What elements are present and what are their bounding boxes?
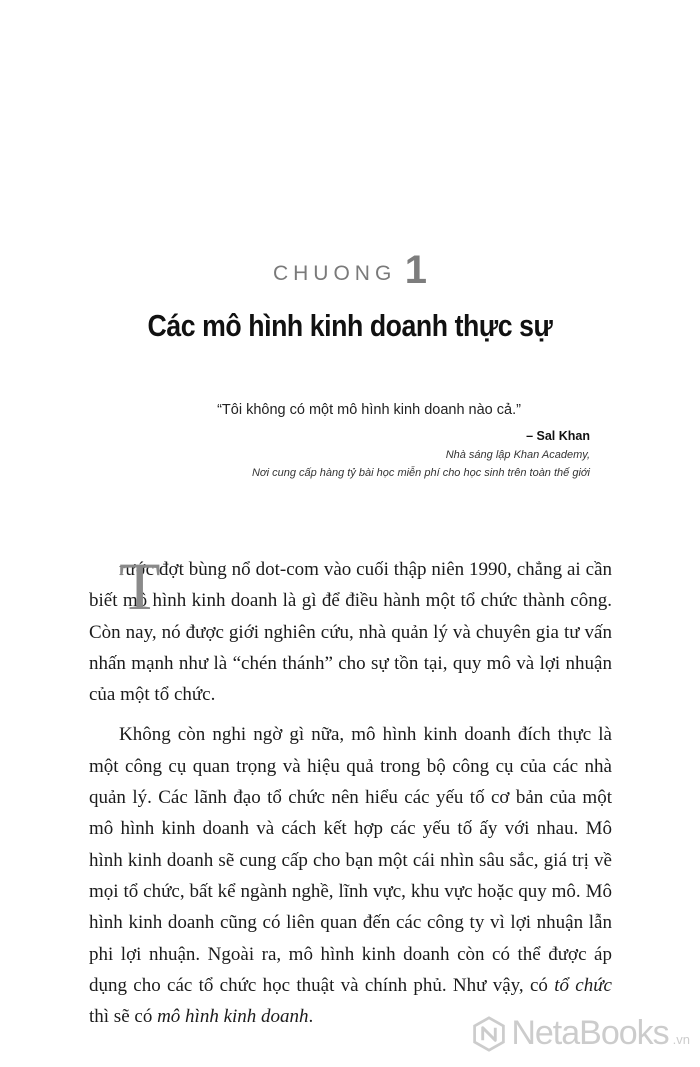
chapter-title: Các mô hình kinh doanh thực sự xyxy=(147,308,553,343)
watermark-brand: NetaBooks xyxy=(511,1014,669,1052)
epigraph xyxy=(120,402,590,479)
netabooks-logo-icon xyxy=(471,1016,507,1052)
paragraph-2-end: . xyxy=(308,1006,314,1028)
epigraph-organization: Nơi cung cấp hàng tỷ bài học miễn phí cho học sinh trên toàn thế giới xyxy=(251,467,590,479)
paragraph-2-italic-2: mô hình kinh doanh xyxy=(157,1006,309,1028)
body-text xyxy=(89,548,612,1032)
epigraph-quote: “Tôi không có một mô hình kinh doanh nào cả.” xyxy=(217,402,521,418)
paragraph-1-text: rước đợt bùng nổ dot-com vào cuối thập niên 1990, chẳng ai cần biết mô hình kinh doanh là gì để điều hành một tổ chức thành công. Còn nay, nó được giới nghiên cứu, nhà quản lý và chuyên gia tư vấn nhấn mạnh như là “chén thánh” cho sự tồn tại, quy mô và lợi nhuận của một tổ chức. xyxy=(89,559,612,706)
paragraph-2-text: Không còn nghi ngờ gì nữa, mô hình kinh doanh đích thực là một công cụ quan trọng và hiệu quả trong bộ công cụ của các nhà quản lý. Các lãnh đạo tổ chức nên hiểu các yếu tố cơ bản của một mô hình kinh doanh và cách kết hợp các yếu tố ấy với nhau. Mô hình kinh doanh sẽ cung cấp cho bạn một cái nhìn sâu sắc, giá trị về mọi tổ chức, bất kể ngành nghề, lĩnh vực, khu vực hoặc quy mô. Mô hình kinh doanh cũng có liên quan đến các công ty vì lợi nhuận lẫn phi lợi nhuận. Ngoài ra, mô hình kinh doanh còn có thể được áp dụng cho các tổ chức học thuật và chính phủ. Như vậy, có xyxy=(89,724,612,996)
chapter-label xyxy=(0,248,700,293)
drop-cap: T xyxy=(119,548,161,624)
paragraph-2-italic-1: tổ chức xyxy=(554,974,612,996)
chapter-number: 1 xyxy=(404,248,428,292)
watermark-suffix: .vn xyxy=(672,1032,690,1047)
epigraph-author: – Sal Khan xyxy=(526,429,590,443)
paragraph-1 xyxy=(89,548,612,710)
chapter-word: CHUONG xyxy=(272,262,397,285)
paragraph-2 xyxy=(89,719,612,1032)
watermark xyxy=(471,1014,690,1053)
paragraph-2-mid: thì sẽ có xyxy=(89,1006,158,1028)
epigraph-role: Nhà sáng lập Khan Academy, xyxy=(445,449,590,461)
